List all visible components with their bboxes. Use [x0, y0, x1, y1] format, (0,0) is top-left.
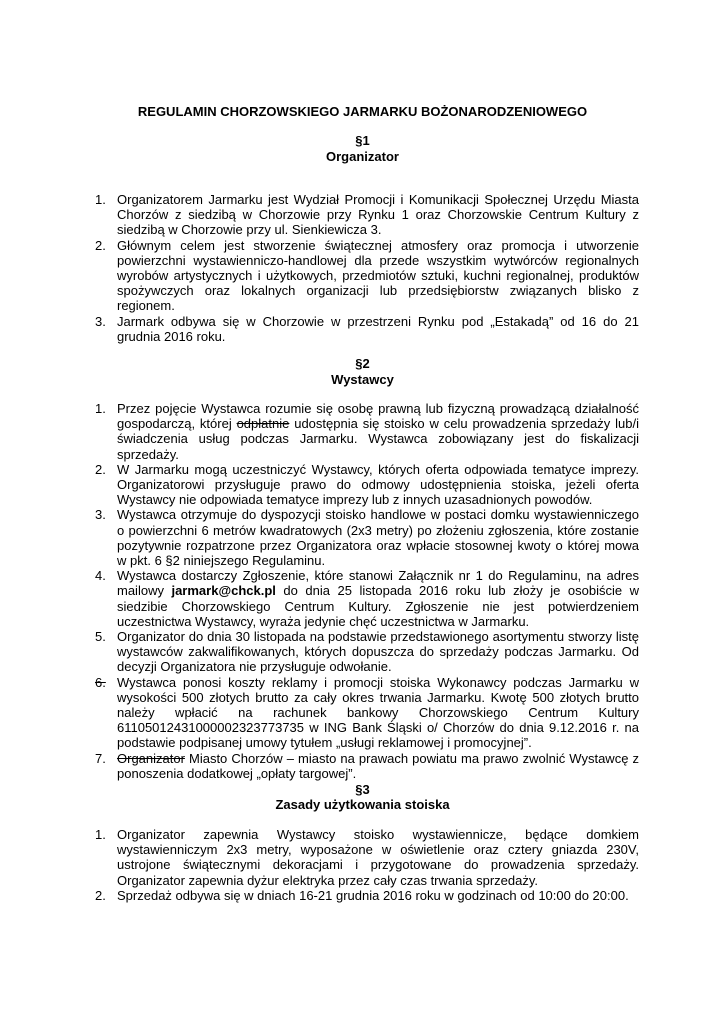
section-3-list — [95, 827, 639, 903]
list-item: 3. Wystawca otrzymuje do dyspozycji stoisko handlowe w postaci domku wystawienniczego o powierzchni 6 metrów kwadratowych (2x3 metry) po złożeniu zgłoszenia, które zostanie pozytywnie rozpatrzone przez Organizatora oraz wpłacie stosownej kwoty o której mowa w pkt. 6 §2 niniejszego Regulaminu. — [95, 507, 639, 569]
section-1-heading: Organizator — [326, 149, 399, 164]
section-3-number: §3 — [355, 782, 370, 797]
section-2-list — [95, 401, 639, 781]
list-item: 2. Sprzedaż odbywa się w dniach 16-21 grudnia 2016 roku w godzinach od 10:00 do 20:00. — [95, 887, 629, 903]
document-title: REGULAMIN CHORZOWSKIEGO JARMARKU BOŻONARODZENIOWEGO — [137, 104, 588, 119]
list-item: 1. Organizator zapewnia Wystawcy stoisko wystawiennicze, będące domkiem wystawienniczym 2x3 metry, wyposażone w oświetlenie oraz cztery gniazda 230V, ustrojone świątecznymi dekoracjami i przygotowane do prowadzenia sprzedaży. Organizator zapewnia dyżur elektryka przez cały czas trwania sprzedaży. — [95, 827, 639, 888]
list-item: 7. Organizator Miasto Chorzów – miasto na prawach powiatu ma prawo zwolnić Wystawcę z ponoszenia dodatkowej „opłaty targowej”. — [95, 750, 639, 781]
list-item: 1. Organizatorem Jarmarku jest Wydział Promocji i Komunikacji Społecznej Urzędu Miasta Chorzów z siedzibą w Chorzowie przy Rynku 1 oraz Chorzowskie Centrum Kultury z siedzibą w Chorzowie przy ul. Sienkiewicza 3. — [95, 192, 639, 238]
list-item: 4. Wystawca dostarczy Zgłoszenie, które stanowi Załącznik nr 1 do Regulaminu, na adres mailowy jarmark@chck.pl do dnia 25 listopada 2016 roku lub złoży je osobiście w siedzibie Chorzowskiego Centrum Kultury. Zgłoszenie nie jest potwierdzeniem uczestnictwa Wystawcy, wyraża jedynie chęć uczestnictwa w Jarmarku. — [95, 568, 639, 629]
section-3-heading: Zasady użytkowania stoiska — [275, 797, 450, 812]
struck-word: odpłatnie — [236, 416, 290, 432]
section-2-number: §2 — [355, 356, 370, 371]
section-2-heading: Wystawcy — [331, 372, 394, 387]
list-item: 1. Przez pojęcie Wystawca rozumie się osobę prawną lub fizyczną prowadzącą działalność gospodarczą, której odpłatnie udostępnia się stoisko w celu prowadzenia sprzedaży lub/i świadczenia usług podczas Jarmarku. Wystawca zobowiązany jest do fiskalizacji sprzedaży. — [95, 401, 639, 462]
section-1-number: §1 — [355, 133, 370, 148]
list-item: 6. Wystawca ponosi koszty reklamy i promocji stoiska Wykonawcy podczas Jarmarku w wysokości 500 złotych brutto za cały okres trwania Jarmarku. Kwotę 500 złotych brutto należy wpłacić na rachunek bankowy Chorzowskiego Centrum Kultury 61105012431000002323773735 w ING Bank Śląski o/ Chorzów do dnia 9.12.2016 r. na podstawie podpisanej umowy tytułem „usługi reklamowej i promocyjnej”. — [95, 674, 639, 751]
struck-word: Organizator — [117, 750, 185, 766]
section-1-list — [95, 192, 639, 344]
list-item: 3. Jarmark odbywa się w Chorzowie w przestrzeni Rynku pod „Estakadą” od 16 do 21 grudnia 2016 roku. — [95, 313, 639, 344]
email-link[interactable]: jarmark@chck.pl — [171, 583, 276, 599]
list-item: 5. Organizator do dnia 30 listopada na podstawie przedstawionego asortymentu stworzy listę wystawców zakwalifikowanych, których dopuszcza do sprzedaży podczas Jarmarku. Od decyzji Organizatora nie przysługuje odwołanie. — [95, 629, 639, 675]
list-item: 2. Głównym celem jest stworzenie świątecznej atmosfery oraz promocja i utworzenie powierzchni wystawienniczo-handlowej dla przede wszystkim wytwórców regionalnych wyrobów artystycznych i użytkowych, przedmiotów sztuki, kuchni regionalnej, produktów spożywczych oraz lokalnych organizacji lub przedsiębiorstw związanych blisko z regionem. — [95, 237, 639, 314]
list-item: 2. W Jarmarku mogą uczestniczyć Wystawcy, których oferta odpowiada tematyce imprezy. Organizatorowi przysługuje prawo do odmowy udostępnienia stoiska, jeżeli oferta Wystawcy nie odpowiada tematyce imprezy lub z innych uzasadnionych powodów. — [95, 461, 639, 508]
